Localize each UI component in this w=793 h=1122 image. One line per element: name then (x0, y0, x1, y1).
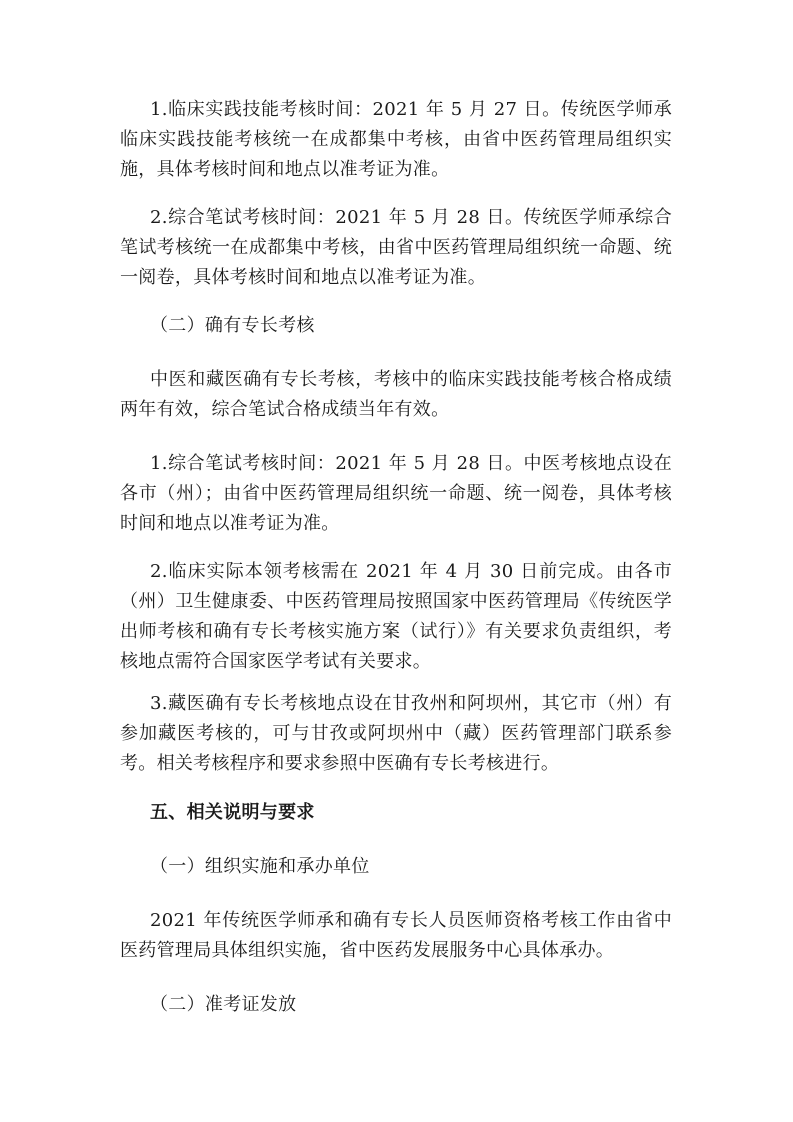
paragraph-clinical-ability-exam: 2.临床实际本领考核需在 2021 年 4 月 30 日前完成。由各市（州）卫生健康委、中医药管理局按照国家中医药管理局《传统医学出师考核和确有专长考核实施方案（试行）》有关要求负责组织，考核地点需符合国家医学考试有关要求。 (120, 561, 672, 672)
subheading-organizer: （一）组织实施和承办单位 (150, 856, 370, 877)
paragraph-specialty-written-time: 1.综合笔试考核时间：2021 年 5 月 28 日。中医考核地点设在各市（州）；由省中医药管理局组织统一命题、统一阅卷，具体考核时间和地点以准考证为准。 (120, 453, 672, 534)
paragraph-organizer: 2021 年传统医学师承和确有专长人员医师资格考核工作由省中医药管理局具体组织实施，省中医药发展服务中心具体承办。 (120, 910, 672, 961)
paragraph-specialty-intro: 中医和藏医确有专长考核，考核中的临床实践技能考核合格成绩两年有效，综合笔试合格成绩当年有效。 (120, 369, 672, 420)
paragraph-tibetan-medicine-exam: 3.藏医确有专长考核地点设在甘孜州和阿坝州，其它市（州）有参加藏医考核的，可与甘孜或阿坝州中（藏）医药管理部门联系参考。相关考核程序和要求参照中医确有专长考核进行。 (120, 693, 672, 774)
subheading-admission-ticket: （二）准考证发放 (150, 994, 297, 1015)
paragraph-written-exam-time: 2.综合笔试考核时间：2021 年 5 月 28 日。传统医学师承综合笔试考核统一在成都集中考核，由省中医药管理局组织统一命题、统一阅卷，具体考核时间和地点以准考证为准。 (120, 207, 672, 288)
subheading-specialty-exam: （二）确有专长考核 (150, 315, 315, 336)
paragraph-practical-exam-time: 1.临床实践技能考核时间：2021 年 5 月 27 日。传统医学师承临床实践技能考核统一在成都集中考核，由省中医药管理局组织实施，具体考核时间和地点以准考证为准。 (120, 99, 672, 180)
section-heading-instructions: 五、相关说明与要求 (150, 802, 315, 823)
